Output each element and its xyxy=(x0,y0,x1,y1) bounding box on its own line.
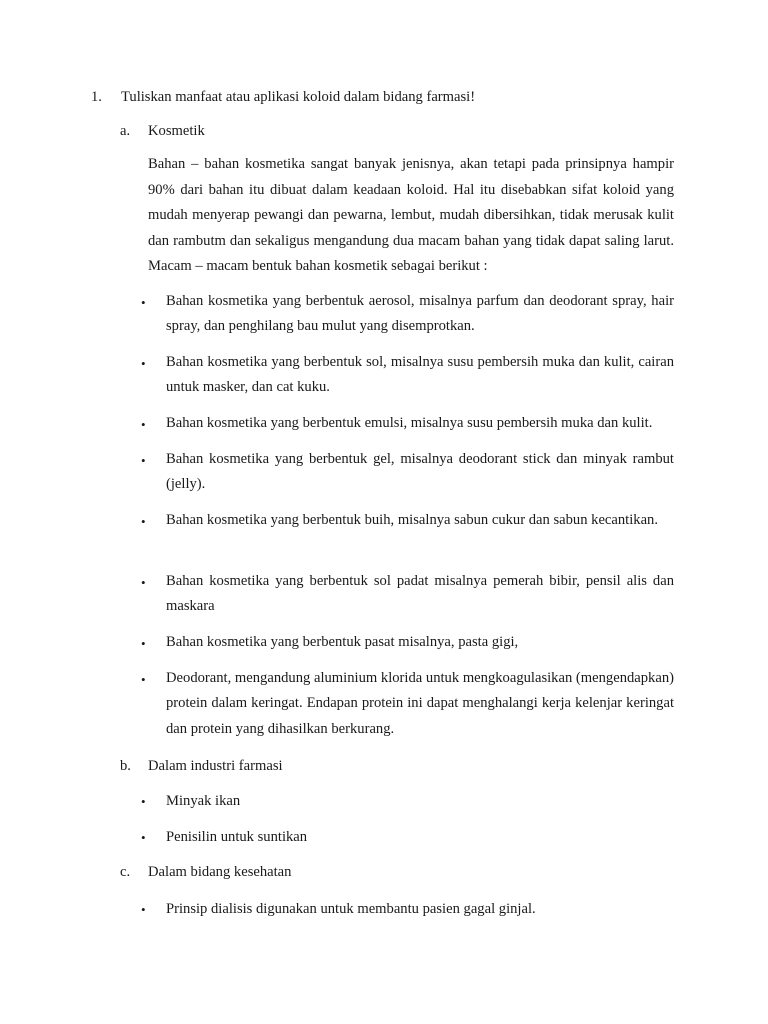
section-a-paragraph: Bahan – bahan kosmetika sangat banyak jenisnya, akan tetapi pada prinsipnya hampir 90% dari bahan itu dibuat dalam keadaan koloid. Hal itu disebabkan sifat koloid yang mudah menyerap pewangi dan pewarna, lembut, mudah dibersihkan, tidak merusak kulit dan rambutm dan sekaligus mengandung dua macam bahan yang tidak dapat saling larut. Macam – macam bentuk bahan kosmetik sebagai berikut : xyxy=(148,156,674,275)
bullet-icon: • xyxy=(141,295,146,310)
list-item-penisilin: Penisilin untuk suntikan xyxy=(166,829,308,845)
bullet-icon: • xyxy=(141,830,146,845)
list-item-aerosol: Bahan kosmetika yang berbentuk aerosol, misalnya parfum dan deodorant spray, hair spray, dan penghilang bau mulut yang disemprotkan. xyxy=(166,293,674,335)
bullet-icon: • xyxy=(141,453,146,468)
list-item-dialisis: Prinsip dialisis digunakan untuk membantu pasien gagal ginjal. xyxy=(166,901,536,917)
section-c-letter: c. xyxy=(120,864,131,880)
section-c-title: Dalam bidang kesehatan xyxy=(148,864,292,880)
section-b-letter: b. xyxy=(120,758,131,774)
bullet-icon: • xyxy=(141,514,146,529)
bullet-icon: • xyxy=(141,794,146,809)
list-item-buih: Bahan kosmetika yang berbentuk buih, misalnya sabun cukur dan sabun kecantikan. xyxy=(166,512,659,528)
list-item-sol: Bahan kosmetika yang berbentuk sol, misalnya susu pembersih muka dan kulit, cairan untuk masker, dan cat kuku. xyxy=(166,354,674,396)
list-item-emulsi: Bahan kosmetika yang berbentuk emulsi, misalnya susu pembersih muka dan kulit. xyxy=(166,415,653,431)
question-number: 1. xyxy=(91,89,102,105)
bullet-icon: • xyxy=(141,902,146,917)
question-text: Tuliskan manfaat atau aplikasi koloid dalam bidang farmasi! xyxy=(121,89,476,105)
list-item-gel: Bahan kosmetika yang berbentuk gel, misalnya deodorant stick dan minyak rambut (jelly). xyxy=(166,451,674,493)
section-a-title: Kosmetik xyxy=(148,123,205,139)
bullet-icon: • xyxy=(141,636,146,651)
list-item-minyak-ikan: Minyak ikan xyxy=(166,793,241,809)
bullet-icon: • xyxy=(141,672,146,687)
list-item-pasta: Bahan kosmetika yang berbentuk pasat misalnya, pasta gigi, xyxy=(166,634,519,650)
bullet-icon: • xyxy=(141,356,146,371)
section-a-letter: a. xyxy=(120,123,131,139)
list-item-sol-padat: Bahan kosmetika yang berbentuk sol padat misalnya pemerah bibir, pensil alis dan maskara xyxy=(166,573,674,615)
list-item-deodorant: Deodorant, mengandung aluminium klorida untuk mengkoagulasikan (mengendapkan) protein dalam keringat. Endapan protein ini dapat menghalangi kerja kelenjar keringat dan protein yang dihasilkan berkurang. xyxy=(166,670,674,737)
bullet-icon: • xyxy=(141,575,146,590)
bullet-icon: • xyxy=(141,417,146,432)
section-b-title: Dalam industri farmasi xyxy=(148,758,283,774)
